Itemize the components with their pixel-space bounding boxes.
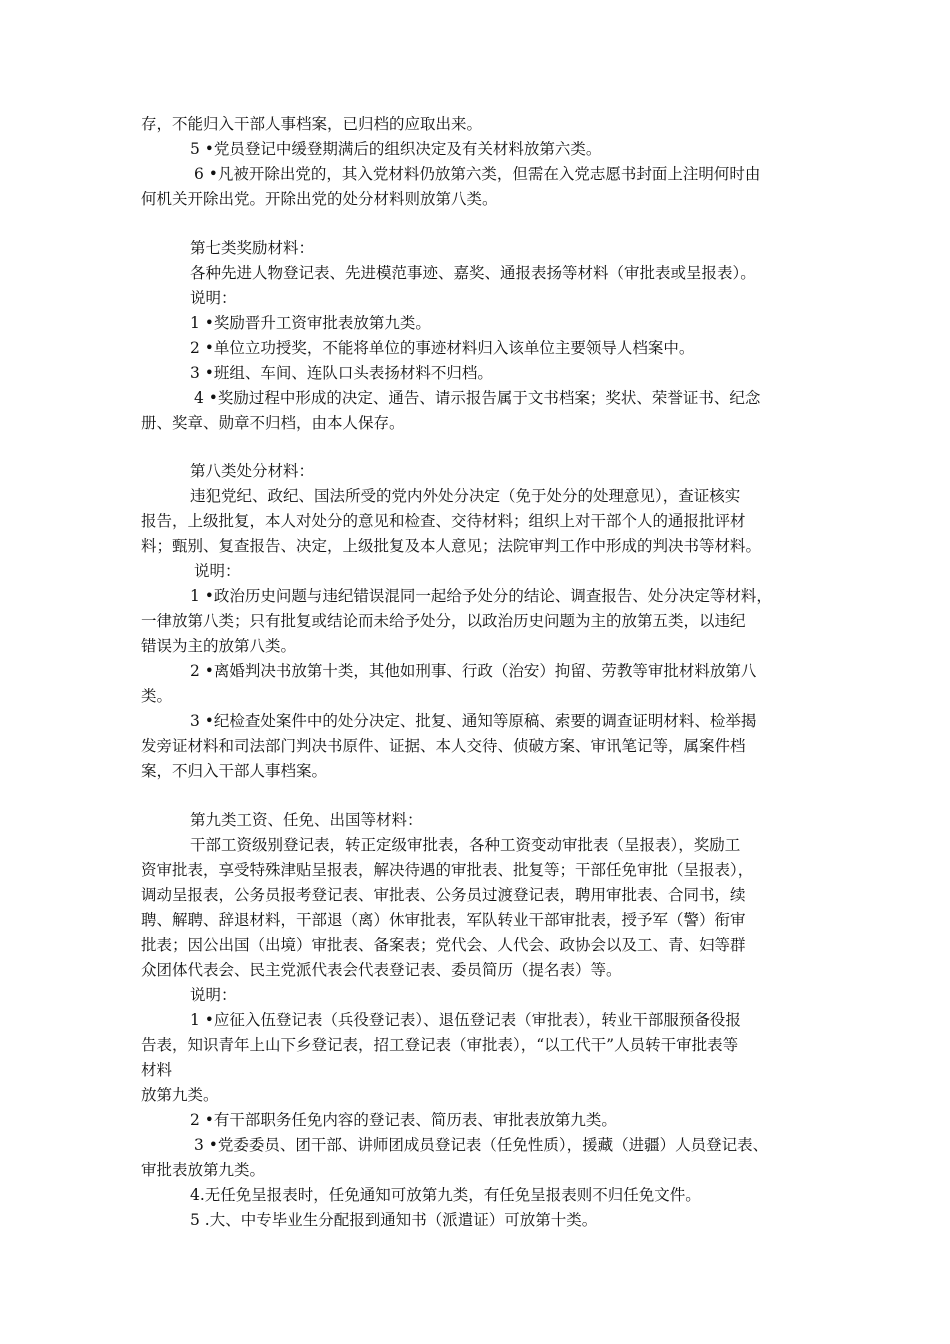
paragraph-line: 3 •党委委员、团干部、讲师团成员登记表（任免性质），援藏（进疆）人员登记表、 [194,1136,769,1154]
paragraph-line: 材料 [141,1061,173,1079]
paragraph-line: 6 •凡被开除出党的，其入党材料仍放第六类，但需在入党志愿书封面上注明何时由 [194,165,761,183]
paragraph-line: 放第九类。 [141,1086,219,1104]
paragraph-line: 4.无任免呈报表时，任免通知可放第九类，有任免呈报表则不归任免文件。 [190,1186,701,1204]
paragraph-line: 审批表放第九类。 [141,1161,266,1179]
paragraph-line: 2 •有干部职务任免内容的登记表、简历表、审批表放第九类。 [190,1111,617,1129]
explanation-label: 说明： [194,562,241,580]
paragraph-line: 1 •政治历史问题与违纪错误混同一起给予处分的结论、调查报告、处分决定等材料， [190,587,772,605]
paragraph-line: 3 •纪检查处案件中的处分决定、批复、通知等原稿、索要的调查证明材料、检举揭 [190,712,757,730]
paragraph-line: 2 •离婚判决书放第十类，其他如刑事、行政（治安）拘留、劳教等审批材料放第八 [190,662,757,680]
paragraph-line: 报告，上级批复，本人对处分的意见和检查、交待材料；组织上对干部个人的通报批评材 [141,512,746,530]
section-heading-9: 第九类工资、任免、出国等材料： [190,811,423,829]
paragraph-line: 存，不能归入干部人事档案，已归档的应取出来。 [141,115,483,133]
paragraph-line: 1 •奖励晋升工资审批表放第九类。 [190,314,431,332]
paragraph-line: 干部工资级别登记表，转正定级审批表，各种工资变动审批表（呈报表），奖励工 [190,836,741,854]
paragraph-line: 一律放第八类；只有批复或结论而未给予处分，以政治历史问题为主的放第五类，以违纪 [141,612,746,630]
paragraph-line: 各种先进人物登记表、先进模范事迹、嘉奖、通报表扬等材料（审批表或呈报表）。 [190,264,756,282]
paragraph-line: 案，不归入干部人事档案。 [141,762,328,780]
paragraph-line: 错误为主的放第八类。 [141,637,297,655]
paragraph-line: 调动呈报表，公务员报考登记表、审批表、公务员过渡登记表，聘用审批表、合同书，续 [141,886,746,904]
explanation-label: 说明： [190,986,237,1004]
section-heading-7: 第七类奖励材料： [190,239,315,257]
paragraph-line: 5 •党员登记中缓登期满后的组织决定及有关材料放第六类。 [190,140,602,158]
paragraph-line: 发旁证材料和司法部门判决书原件、证据、本人交待、侦破方案、审讯笔记等，属案件档 [141,737,746,755]
explanation-label: 说明： [190,289,237,307]
paragraph-line: 1 •应征入伍登记表（兵役登记表）、退伍登记表（审批表），转业干部服预备役报 [190,1011,741,1029]
paragraph-line: 批表；因公出国（出境）审批表、备案表；党代会、人代会、政协会以及工、青、妇等群 [141,936,746,954]
section-heading-8: 第八类处分材料： [190,462,315,480]
paragraph-line: 料；甄别、复查报告、决定，上级批复及本人意见；法院审判工作中形成的判决书等材料。 [141,537,762,555]
paragraph-line: 类。 [141,687,173,705]
paragraph-line: 告表，知识青年上山下乡登记表，招工登记表（审批表），“以工代干”人员转干审批表等 [141,1036,739,1054]
paragraph-line: 何机关开除出党。开除出党的处分材料则放第八类。 [141,190,498,208]
paragraph-line: 众团体代表会、民主党派代表会代表登记表、委员简历（提名表）等。 [141,961,622,979]
paragraph-line: 违犯党纪、政纪、国法所受的党内外处分决定（免于处分的处理意见），查证核实 [190,487,741,505]
paragraph-line: 4 •奖励过程中形成的决定、通告、请示报告属于文书档案；奖状、荣誉证书、纪念 [194,389,761,407]
paragraph-line: 资审批表，享受特殊津贴呈报表，解决待遇的审批表、批复等；干部任免审批（呈报表）， [141,861,754,879]
paragraph-line: 3 •班组、车间、连队口头表扬材料不归档。 [190,364,493,382]
paragraph-line: 5 .大、中专毕业生分配报到通知书（派遣证）可放第十类。 [190,1211,598,1229]
paragraph-line: 册、奖章、勋章不归档，由本人保存。 [141,414,405,432]
paragraph-line: 聘、解聘、辞退材料，干部退（离）休审批表，军队转业干部审批表，授予军（警）衔审 [141,911,746,929]
paragraph-line: 2 •单位立功授奖，不能将单位的事迹材料归入该单位主要领导人档案中。 [190,339,695,357]
